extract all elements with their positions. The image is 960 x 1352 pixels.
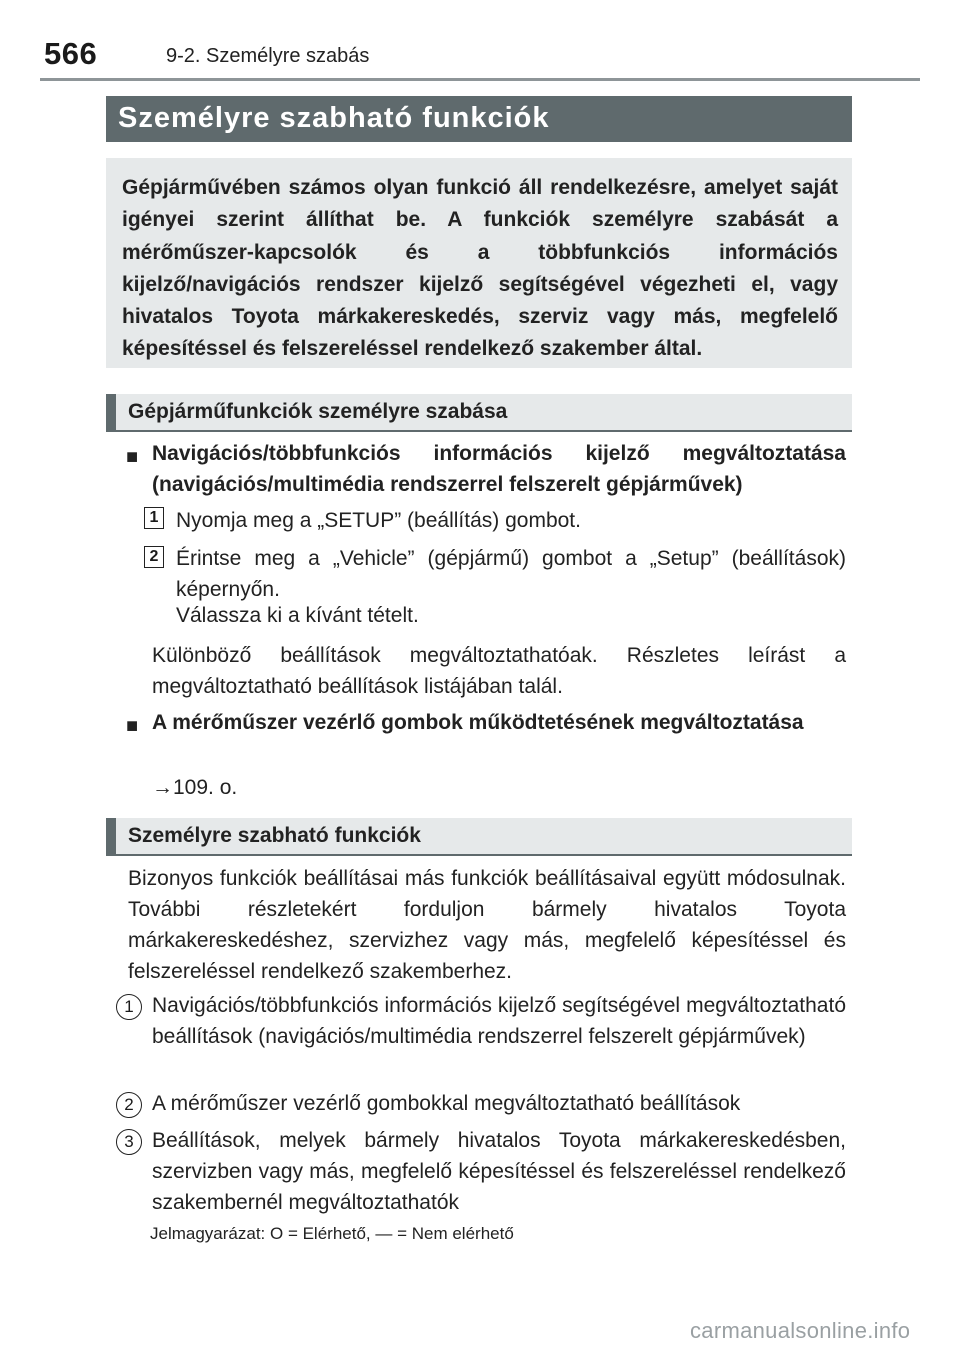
page-title-bar: [106, 96, 852, 142]
square-bullet-icon: ■: [126, 715, 139, 737]
header-divider: [40, 78, 920, 81]
page-title: Személyre szabható funkciók: [118, 102, 550, 134]
item-title-meter-buttons: A mérőműszer vezérlő gombok működtetésének megváltoztatása: [152, 711, 804, 734]
legend-item-2-text: A mérőműszer vezérlő gombokkal megváltoztatható beállítások: [152, 1092, 741, 1115]
page-number: 566: [44, 36, 98, 71]
step-2-text: Érintse meg a „Vehicle” (gépjármű) gombot a „Setup” (beállítások) képernyőn.: [176, 547, 846, 601]
legend-item-3-text: Beállítások, melyek bármely hivatalos Toyota márkakereskedésben, szervizben vagy más, megfelelő képesítéssel és felszereléssel rendelkező szakembernél megváltoztathatók: [152, 1129, 846, 1214]
intro-box: [106, 158, 852, 368]
item-title-display-change: Navigációs/többfunkciós információs kijelző megváltoztatása (navigációs/multimédia rendszerrel felszerelt gépjárművek): [152, 442, 846, 496]
section-heading-vehicle-customization: [106, 394, 852, 432]
item-1-note: Különböző beállítások megváltoztathatóak. Részletes leírást a megváltoztatható beállítások listájában talál.: [152, 644, 846, 698]
legend-number-2: 2: [116, 1092, 142, 1118]
watermark: carmanualsonline.info: [690, 1318, 911, 1343]
step-2-text-continued: Válassza ki a kívánt tételt.: [176, 604, 419, 627]
customization-paragraph: Bizonyos funkciók beállításai más funkciók beállításaival együtt módosulnak. További részletekért forduljon bármely hivatalos Toyota márkakereskedéshez, szervizhez vagy más, megfelelő képesítéssel és felszereléssel rendelkező szakemberhez.: [128, 867, 846, 983]
symbol-legend: Jelmagyarázat: O = Elérhető, — = Nem elérhető: [150, 1224, 514, 1243]
section-heading-text: Gépjárműfunkciók személyre szabása: [128, 400, 508, 423]
intro-text: Gépjárművében számos olyan funkció áll rendelkezésre, amelyet saját igényei szerint állíthat be. A funkciók személyre szabását a mérőműszer-kapcsolók és a többfunkciós információs kijelző/navigációs rendszer kijelző segítségével végezheti el, vagy hivatalos Toyota márkakereskedés, szerviz vagy más, megfelelő képesítéssel és felszereléssel rendelkező szakember által.: [122, 176, 838, 361]
legend-number-1: 1: [116, 994, 142, 1020]
step-number-2: 2: [144, 546, 164, 568]
section-heading-text: Személyre szabható funkciók: [128, 824, 421, 847]
legend-number-3: 3: [116, 1129, 142, 1155]
legend-item-1-text: Navigációs/többfunkciós információs kijelző segítségével megváltoztatható beállítások (navigációs/multimédia rendszerrel felszerelt gépjárművek): [152, 994, 846, 1048]
page-header: [0, 0, 960, 80]
step-number-1: 1: [144, 507, 164, 529]
section-heading-customizable-features: [106, 818, 852, 856]
square-bullet-icon: ■: [126, 446, 139, 468]
step-1-text: Nyomja meg a „SETUP” (beállítás) gombot.: [176, 509, 581, 532]
section-label: 9-2. Személyre szabás: [166, 45, 370, 67]
page-reference: →109. o.: [152, 776, 238, 799]
